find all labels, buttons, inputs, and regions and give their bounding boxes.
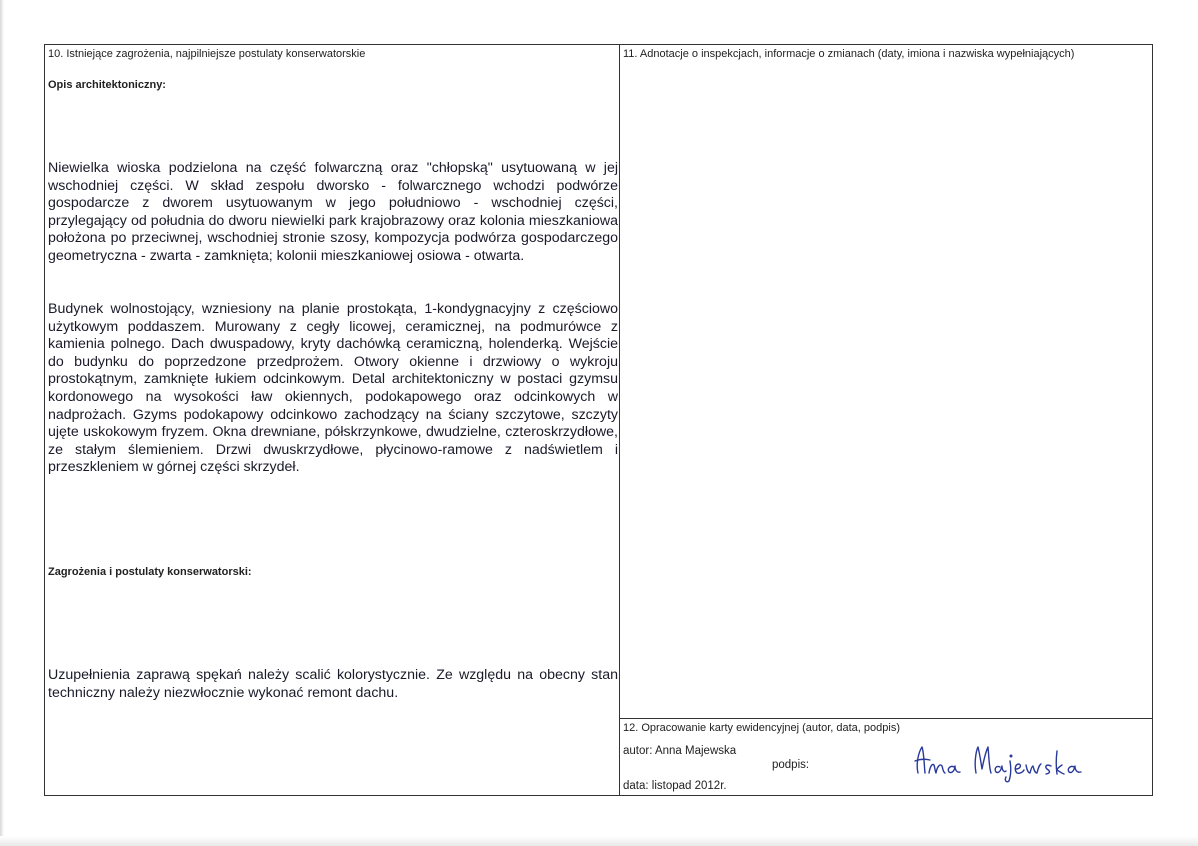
signature-label: podpis: (772, 759, 810, 771)
scan-edge-left (0, 0, 4, 846)
author-line: autor: Anna Majewska (623, 745, 737, 757)
section-11-panel (620, 45, 1152, 719)
section-12-header: 12. Opracowanie karty ewidencyjnej (autor, data, podpis) (623, 722, 900, 734)
section-10-panel (45, 45, 620, 795)
threats-heading: Zagrożenia i postulaty konserwatorski: (48, 566, 252, 578)
description-paragraph-1: Niewielka wioska podzielona na część folwarczną oraz "chłopską" usytuowaną w jej wschodniej części. W skład zespołu dworsko - folwarcznego wchodzi podwórze gospodarcze z dworem usytuowanym w jego południowo - wschodniej części, przylegający od południa do dworu niewielki park krajobrazowy oraz kolonia mieszkaniowa położona po przeciwnej, wschodniej stronie szosy, kompozycja podwórza gospodarczego geometryczna - zwarta - zamknięta; kolonii mieszkaniowej osiowa - otwarta. (48, 160, 618, 264)
handwritten-signature (910, 739, 1110, 783)
record-card (44, 44, 1153, 796)
section-10-header: 10. Istniejące zagrożenia, najpilniejsze postulaty konserwatorskie (48, 48, 366, 60)
scan-edge-bottom (0, 836, 1198, 846)
section-12-panel (620, 719, 1152, 795)
architectural-description-heading: Opis architektoniczny: (48, 79, 166, 91)
description-paragraph-2: Budynek wolnostojący, wzniesiony na planie prostokąta, 1-kondygnacyjny z częściowo użytkowym poddaszem. Murowany z cegły licowej, ceramicznej, na podmurówce z kamienia polnego. Dach dwuspadowy, kryty dachówką ceramiczną, holenderką. Wejście do budynku do poprzedzone przedprożem. Otwory okienne i drzwiowy o wykroju prostokątnym, zamknięte łukiem odcinkowym. Detal architektoniczny w postaci gzymsu kordonowego na wysokości ław okiennych, podokapowego oraz odcinkowych w nadprożach. Gzyms podokapowy odcinkowo zachodzący na ściany szczytowe, szczyty ujęte uskokowym fryzem. Okna drewniane, półskrzynkowe, dwudzielne, czteroskrzydłowe, ze stałym ślemieniem. Drzwi dwuskrzydłowe, płycinowo-ramowe z nadświetlem i przeszkleniem w górnej części skrzydeł. (48, 301, 618, 476)
date-line: data: listopad 2012r. (623, 780, 727, 792)
section-11-header: 11. Adnotacje o inspekcjach, informacje o zmianach (daty, imiona i nazwiska wypełniających) (623, 48, 1075, 60)
threats-paragraph: Uzupełnienia zaprawą spękań należy scalić kolorystycznie. Ze względu na obecny stan techniczny należy niezwłocznie wykonać remont dachu. (48, 667, 618, 701)
